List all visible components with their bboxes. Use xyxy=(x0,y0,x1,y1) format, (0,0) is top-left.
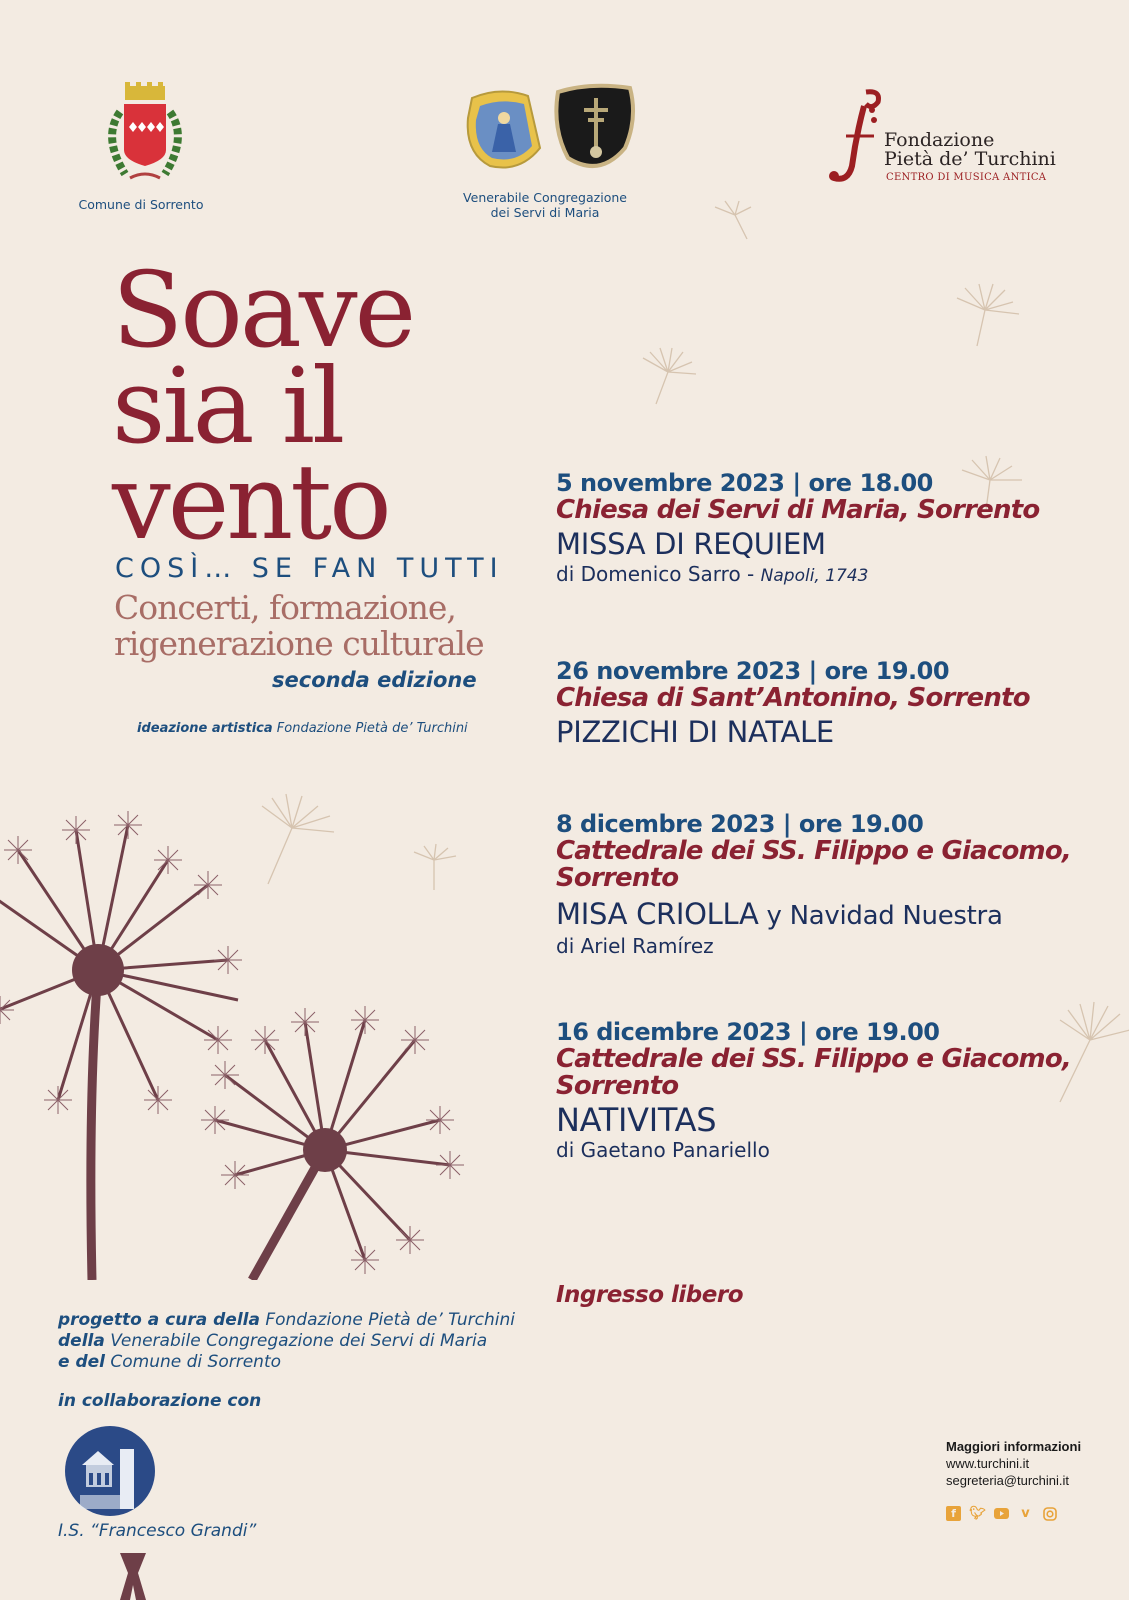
turchini-name-line2: Pietà de’ Turchini xyxy=(884,148,1056,170)
event-place-line-1: Cattedrale dei SS. Filippo e Giacomo, xyxy=(556,1044,1071,1074)
project-credits xyxy=(58,1310,515,1373)
credits-line-2 xyxy=(58,1331,515,1352)
event-title: PIZZICHI DI NATALE xyxy=(556,715,834,749)
info-heading: Maggiori informazioni xyxy=(946,1439,1082,1454)
event-date: 5 novembre 2023 | ore 18.00 xyxy=(556,469,933,497)
event-place: Chiesa di Sant’Antonino, Sorrento xyxy=(556,683,1030,713)
congregazione-caption-line1: Venerabile Congregazione xyxy=(463,190,627,205)
event-2 xyxy=(556,657,1096,750)
event-title-main: MISA CRIOLLA xyxy=(556,897,759,931)
event-author xyxy=(556,562,1096,588)
main-title xyxy=(112,249,414,563)
subtitle-cosi: COSÌ… SE FAN TUTTI xyxy=(115,553,504,584)
event-date: 26 novembre 2023 | ore 19.00 xyxy=(556,657,950,685)
credits-line-1-bold: progetto a cura della xyxy=(58,1310,260,1330)
title-line-1: Soave xyxy=(112,249,414,371)
event-place-line-2: Sorrento xyxy=(556,863,679,893)
email-link[interactable]: segreteria@turchini.it xyxy=(946,1473,1070,1488)
comune-caption: Comune di Sorrento xyxy=(78,197,204,212)
vimeo-icon[interactable]: v xyxy=(1021,1506,1030,1521)
event-title-extra: y Navidad Nuestra xyxy=(758,901,1003,931)
edition-label: seconda edizione xyxy=(272,668,477,692)
event-author-note: Napoli, 1743 xyxy=(760,566,869,586)
social-icons xyxy=(946,1506,1057,1521)
facebook-icon[interactable]: f xyxy=(946,1506,961,1521)
credits-line-3-text: Comune di Sorrento xyxy=(104,1352,282,1372)
instagram-icon[interactable] xyxy=(1042,1506,1057,1521)
title-line-2: sia il xyxy=(112,345,343,467)
school-logo xyxy=(64,1425,156,1521)
turchini-tagline: CENTRO DI MUSICA ANTICA xyxy=(886,172,1047,183)
credits-line-3-bold: e del xyxy=(58,1352,105,1372)
credits-line-2-bold: della xyxy=(58,1331,105,1351)
credits-line-2-text: Venerabile Congregazione dei Servi di Maria xyxy=(104,1331,488,1351)
collaboration-label: in collaborazione con xyxy=(58,1391,262,1411)
tagline-line-1: Concerti, formazione, xyxy=(114,588,456,627)
school-name: I.S. “Francesco Grandi” xyxy=(58,1521,257,1541)
tagline-line-2: rigenerazione culturale xyxy=(114,624,484,663)
credits-line-3 xyxy=(58,1352,515,1373)
dandelion-stem-bottom xyxy=(118,1553,148,1600)
ideazione-credit xyxy=(137,721,468,736)
event-author: di Gaetano Panariello xyxy=(556,1138,770,1162)
event-title xyxy=(556,896,1116,934)
school-building-icon xyxy=(64,1425,156,1517)
event-4 xyxy=(556,1018,1116,1162)
dandelion-illustration xyxy=(0,780,480,1280)
title-line-3: vento xyxy=(112,441,389,563)
event-date: 8 dicembre 2023 | ore 19.00 xyxy=(556,810,924,838)
turchini-name-line1: Fondazione xyxy=(884,129,995,151)
event-3 xyxy=(556,810,1116,958)
credits-line-1 xyxy=(58,1310,515,1331)
event-author-name: di Domenico Sarro - xyxy=(556,562,761,586)
credits-line-1-text: Fondazione Pietà de’ Turchini xyxy=(259,1310,515,1330)
event-place: Chiesa dei Servi di Maria, Sorrento xyxy=(556,495,1040,525)
info-block xyxy=(946,1438,1081,1489)
event-author: di Ariel Ramírez xyxy=(556,934,714,958)
congregazione-caption-line2: dei Servi di Maria xyxy=(490,205,600,220)
free-entry-label: Ingresso libero xyxy=(556,1282,744,1308)
event-1 xyxy=(556,469,1096,588)
event-place-line-1: Cattedrale dei SS. Filippo e Giacomo, xyxy=(556,836,1071,866)
website-link[interactable]: www.turchini.it xyxy=(946,1456,1030,1471)
event-place-line-2: Sorrento xyxy=(556,1071,679,1101)
event-title: MISSA DI REQUIEM xyxy=(556,527,826,561)
event-title: NATIVITAS xyxy=(556,1101,717,1139)
twitter-icon[interactable]: 🐦︎ xyxy=(969,1506,986,1521)
event-date: 16 dicembre 2023 | ore 19.00 xyxy=(556,1018,940,1046)
tagline xyxy=(114,590,484,662)
ideazione-value: Fondazione Pietà de’ Turchini xyxy=(276,721,468,736)
youtube-icon[interactable] xyxy=(994,1506,1009,1521)
ideazione-label: ideazione artistica xyxy=(137,721,273,736)
